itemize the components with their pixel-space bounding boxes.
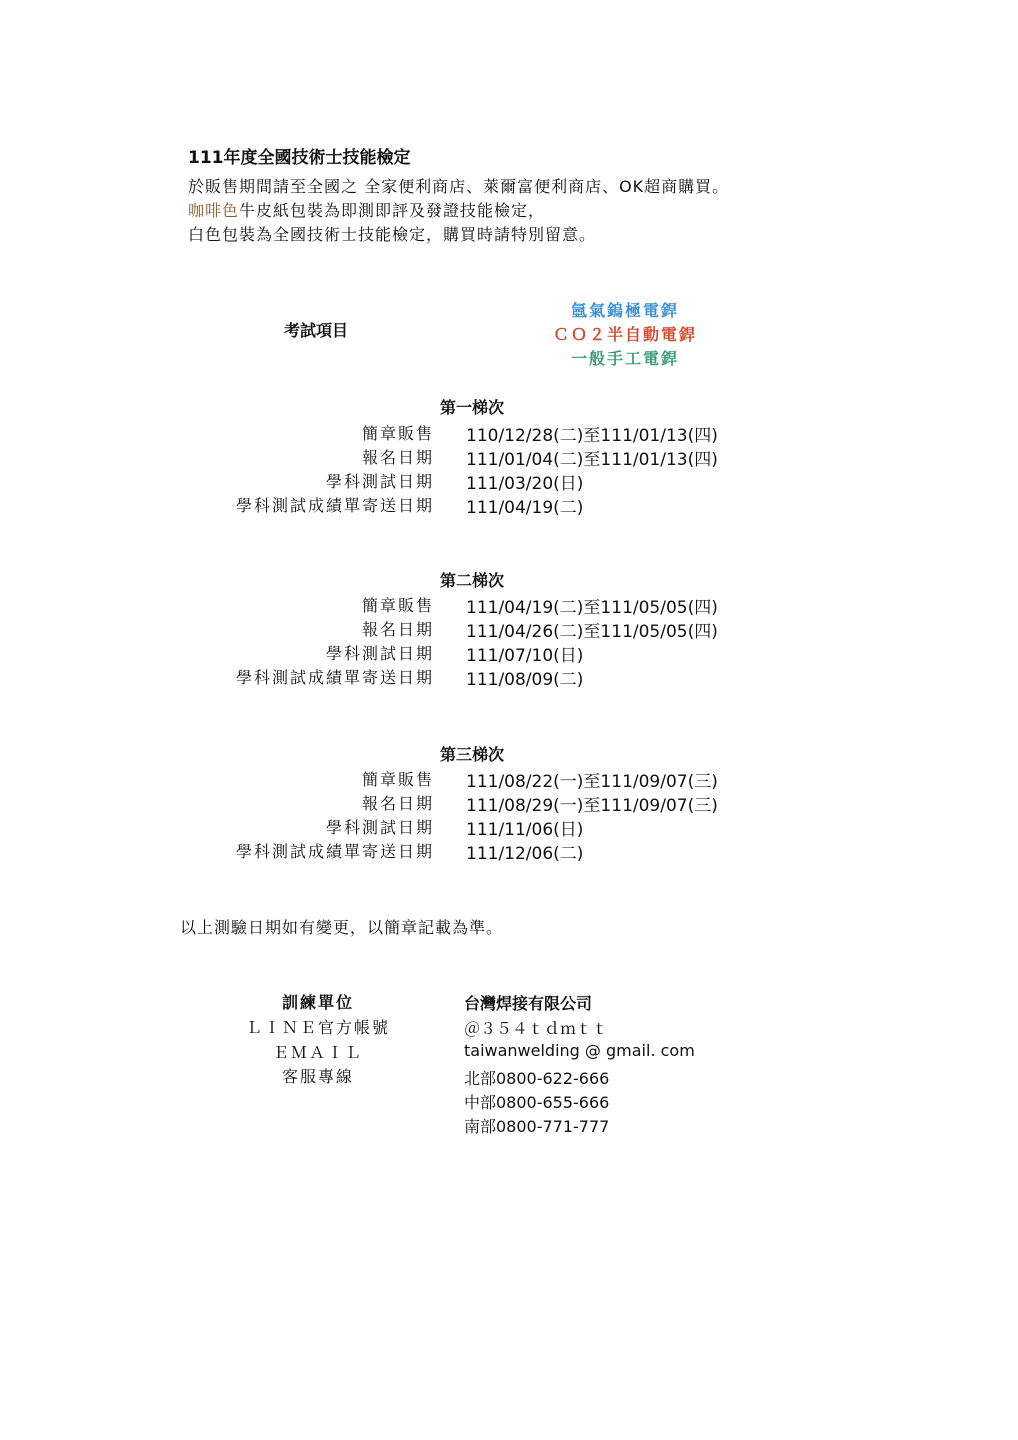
schedule-change-note: 以上測驗日期如有變更，以簡章記載為準。: [180, 918, 504, 937]
row-label: 簡章販售: [361, 770, 434, 789]
exam-item-co2: ＣＯ２半自動電銲: [552, 325, 697, 344]
training-unit-value: 台灣焊接有限公司: [464, 994, 593, 1013]
row-label: 報名日期: [361, 620, 434, 639]
exam-items-label: 考試項目: [284, 321, 349, 340]
batch-row-score-mailing: [200, 839, 760, 863]
batch-row-brochure-sale: [200, 421, 760, 445]
hotline-north: 北部0800-622-666: [464, 1069, 610, 1088]
row-value: 111/08/29(一)至111/09/07(三): [466, 796, 718, 816]
batch-row-written-test: [200, 469, 760, 493]
row-value: 111/08/09(二): [466, 670, 584, 690]
row-value: 111/08/22(一)至111/09/07(三): [466, 772, 718, 792]
email-label: ＥＭＡＩＬ: [272, 1043, 363, 1062]
batch-row-registration: [200, 445, 760, 469]
row-label: 學科測試日期: [325, 818, 434, 837]
batch-title: 第一梯次: [440, 398, 505, 417]
batch-row-brochure-sale: [200, 767, 760, 791]
document-title: 111年度全國技術士技能檢定: [188, 148, 411, 168]
row-label: 簡章販售: [361, 596, 434, 615]
intro-purchase-line: 於販售期間請至全國之 全家便利商店、萊爾富便利商店、OK超商購買。: [188, 177, 730, 196]
row-label: 報名日期: [361, 448, 434, 467]
row-value: 111/12/06(二): [466, 844, 584, 864]
row-label: 報名日期: [361, 794, 434, 813]
row-label: 學科測試日期: [325, 472, 434, 491]
email-value: taiwanwelding @ gmail. com: [464, 1041, 695, 1060]
batch-row-registration: [200, 617, 760, 641]
row-value: 111/04/26(二)至111/05/05(四): [466, 622, 718, 642]
row-value: 111/07/10(日): [466, 646, 584, 666]
batch-row-written-test: [200, 815, 760, 839]
row-value: 111/04/19(二)至111/05/05(四): [466, 598, 718, 618]
intro-packaging-rest: 牛皮紙包裝為即測即評及發證技能檢定，: [239, 201, 546, 220]
row-label: 學科測試成績單寄送日期: [235, 496, 434, 515]
hotline-central: 中部0800-655-666: [464, 1093, 610, 1112]
hotline-south: 南部0800-771-777: [464, 1117, 610, 1136]
line-account-label: ＬＩＮＥ官方帳號: [245, 1018, 390, 1037]
row-value: 111/01/04(二)至111/01/13(四): [466, 450, 718, 470]
row-label: 簡章販售: [361, 424, 434, 443]
intro-white-package-line: 白色包裝為全國技術士技能檢定，購買時請特別留意。: [188, 225, 597, 244]
batch-row-score-mailing: [200, 493, 760, 517]
exam-item-manual: 一般手工電銲: [570, 349, 679, 368]
batch-title: 第三梯次: [440, 745, 505, 764]
row-label: 學科測試成績單寄送日期: [235, 842, 434, 861]
hotline-label: 客服專線: [281, 1067, 354, 1086]
line-account-value: ＠３５４ｔｄｍｔｔ: [464, 1019, 609, 1038]
intro-packaging-line: [188, 198, 545, 221]
row-value: 110/12/28(二)至111/01/13(四): [466, 426, 718, 446]
row-label: 學科測試成績單寄送日期: [235, 668, 434, 687]
batch-row-written-test: [200, 641, 760, 665]
batch-row-registration: [200, 791, 760, 815]
batch-row-score-mailing: [200, 665, 760, 689]
row-value: 111/11/06(日): [466, 820, 584, 840]
row-value: 111/03/20(日): [466, 474, 584, 494]
batch-title: 第二梯次: [440, 571, 505, 590]
row-label: 學科測試日期: [325, 644, 434, 663]
training-unit-label: 訓練單位: [281, 993, 354, 1012]
kraft-color-word: 咖啡色: [188, 201, 240, 220]
exam-item-tig: 氬氣鎢極電銲: [570, 301, 679, 320]
row-value: 111/04/19(二): [466, 498, 584, 518]
batch-row-brochure-sale: [200, 593, 760, 617]
